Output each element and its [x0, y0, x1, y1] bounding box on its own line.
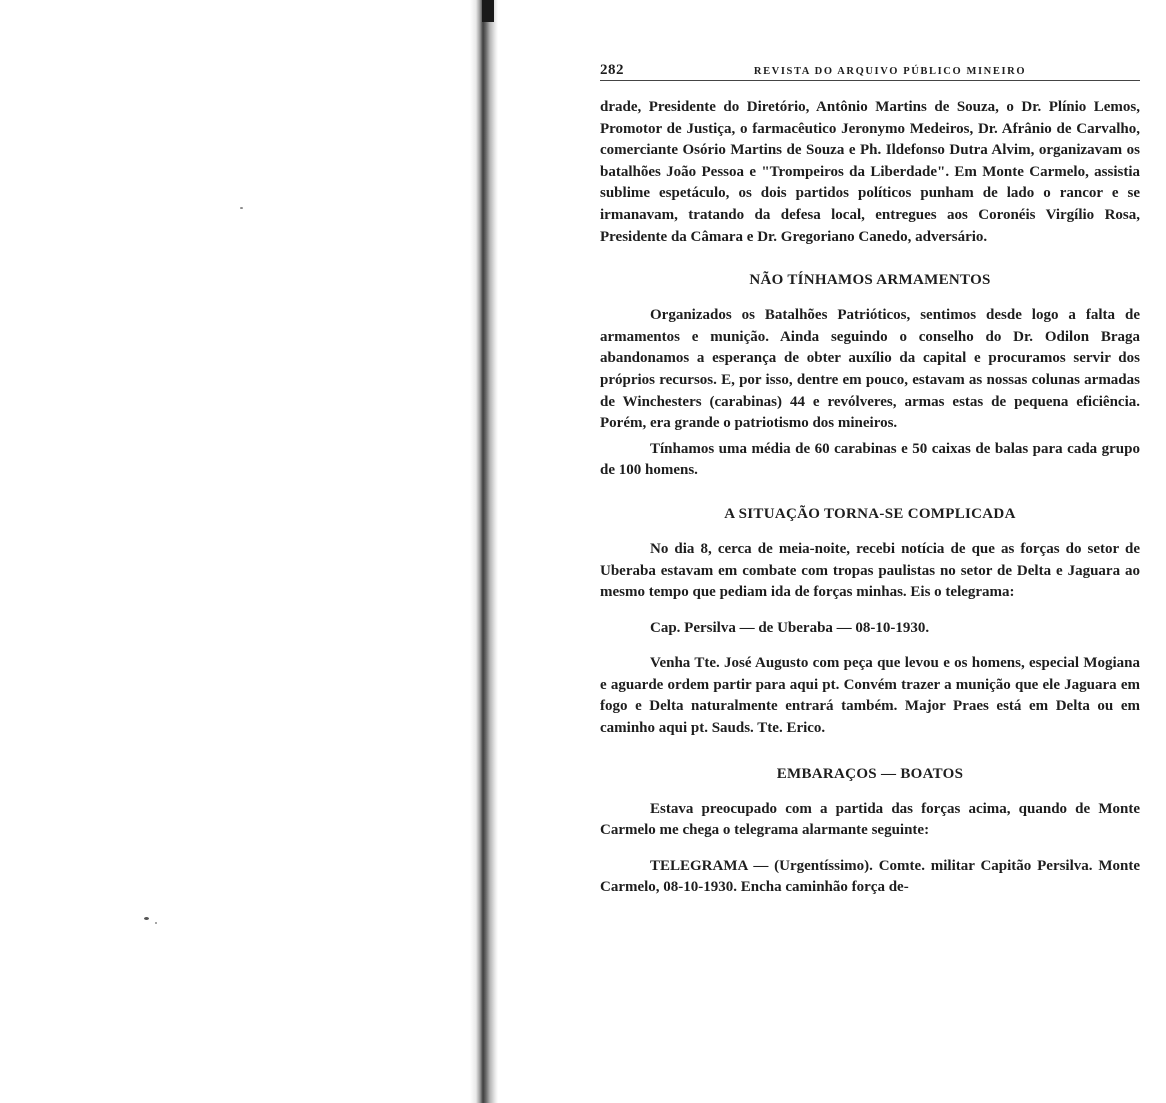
- paragraph: Estava preocupado com a partida das forças acima, quando de Monte Carmelo me chega o telegrama alarmante seguinte:: [600, 800, 1140, 839]
- page-number: 282: [600, 62, 624, 78]
- paragraph: Tínhamos uma média de 60 carabinas e 50 caixas de balas para cada grupo de 100 homens.: [600, 440, 1140, 479]
- journal-title: REVISTA DO ARQUIVO PÚBLICO MINEIRO: [753, 66, 1027, 77]
- paper-speck: [144, 917, 149, 920]
- section-heading-armamentos: NÃO TÍNHAMOS ARMAMENTOS: [749, 272, 991, 289]
- paper-speck: [240, 207, 243, 209]
- telegram-header: Cap. Persilva — de Uberaba — 08-10-1930.: [650, 619, 930, 636]
- right-page: [600, 60, 1140, 899]
- gutter-binding-mark: [482, 0, 494, 22]
- paragraph-continuation: drade, Presidente do Diretório, Antônio Martins de Souza, o Dr. Plínio Lemos, Promotor de Justiça, o farmacêutico Jeronymo Medeiros, Dr. Afrânio de Carvalho, comerciante Osório Martins de Souza e Ph. Ildefonso Dutra Alvim, organizavam os batalhões João Pessoa e "Trompeiros da Liberdade". Em Monte Carmelo, assistia sublime espetáculo, os dois partidos políticos punham de lado o rancor e se irmanavam, tratando da defesa local, entregues aos Coronéis Virgílio Rosa, Presidente da Câmara e Dr. Gregoriano Canedo, adversário.: [600, 99, 1140, 245]
- paragraph: Organizados os Batalhões Patrióticos, sentimos desde logo a falta de armamentos e munição. Ainda seguindo o conselho do Dr. Odilon Braga abandonamos a esperança de obter auxílio da capital e procuramos servir dos próprios recursos. E, por isso, dentre em pouco, estavam as nossas colunas armadas de Winchesters (carabinas) 44 e revólveres, armas estas de pequena eficiência. Porém, era grande o patriotismo dos mineiros.: [600, 307, 1140, 432]
- book-gutter: [470, 0, 498, 1103]
- left-blank-page: [0, 0, 470, 1103]
- telegram-urgent: TELEGRAMA — (Urgentíssimo). Comte. militar Capitão Persilva. Monte Carmelo, 08-10-1930. Encha caminhão força de-: [600, 857, 1140, 896]
- telegram-body: Venha Tte. José Augusto com peça que levou e os homens, especial Mogiana e aguarde ordem partir para aqui pt. Convém trazer a munição que ele Jaguara em fogo e Delta naturalmente entrará também. Major Praes está em Delta ou em caminho aqui pt. Sauds. Tte. Erico.: [600, 655, 1140, 737]
- paragraph: No dia 8, cerca de meia-noite, recebi notícia de que as forças do setor de Uberaba estavam em combate com tropas paulistas no setor de Delta e Jaguara ao mesmo tempo que pediam ida de forças minhas. Eis o telegrama:: [600, 540, 1140, 601]
- section-heading-embaracos: EMBARAÇOS — BOATOS: [776, 765, 964, 782]
- paper-speck: [155, 922, 157, 924]
- running-head: [600, 60, 1140, 81]
- section-heading-situacao: A SITUAÇÃO TORNA-SE COMPLICADA: [724, 505, 1016, 522]
